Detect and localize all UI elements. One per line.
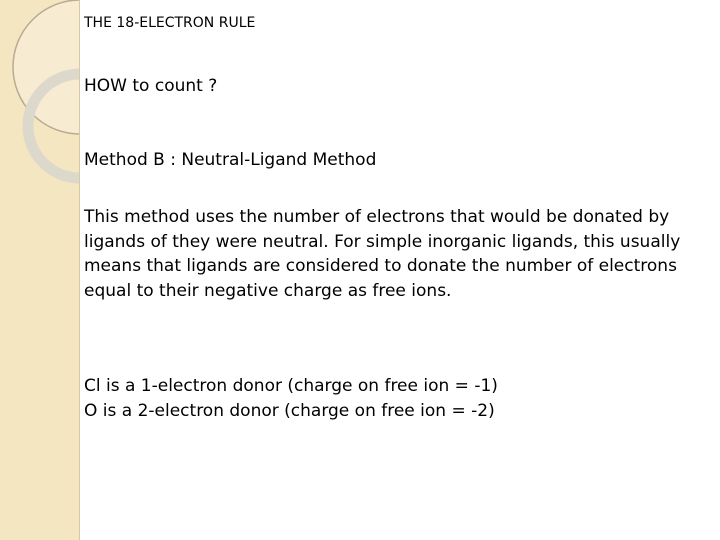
decorative-circles-icon bbox=[0, 0, 80, 540]
example-line: Cl is a 1-electron donor (charge on free ion = -1) bbox=[84, 376, 498, 396]
slide-title: THE 18-ELECTRON RULE bbox=[84, 15, 256, 31]
method-heading: Method B : Neutral-Ligand Method bbox=[84, 150, 377, 170]
example-line: O is a 2-electron donor (charge on free ion = -2) bbox=[84, 401, 495, 421]
decorative-sidebar bbox=[0, 0, 80, 540]
question-heading: HOW to count ? bbox=[84, 76, 218, 96]
method-description: This method uses the number of electrons that would be donated by ligands of they were neutral. For simple inorganic ligands, this usually means that ligands are considered to donate the number of electrons equal to their negative charge as free ions. bbox=[84, 207, 681, 301]
